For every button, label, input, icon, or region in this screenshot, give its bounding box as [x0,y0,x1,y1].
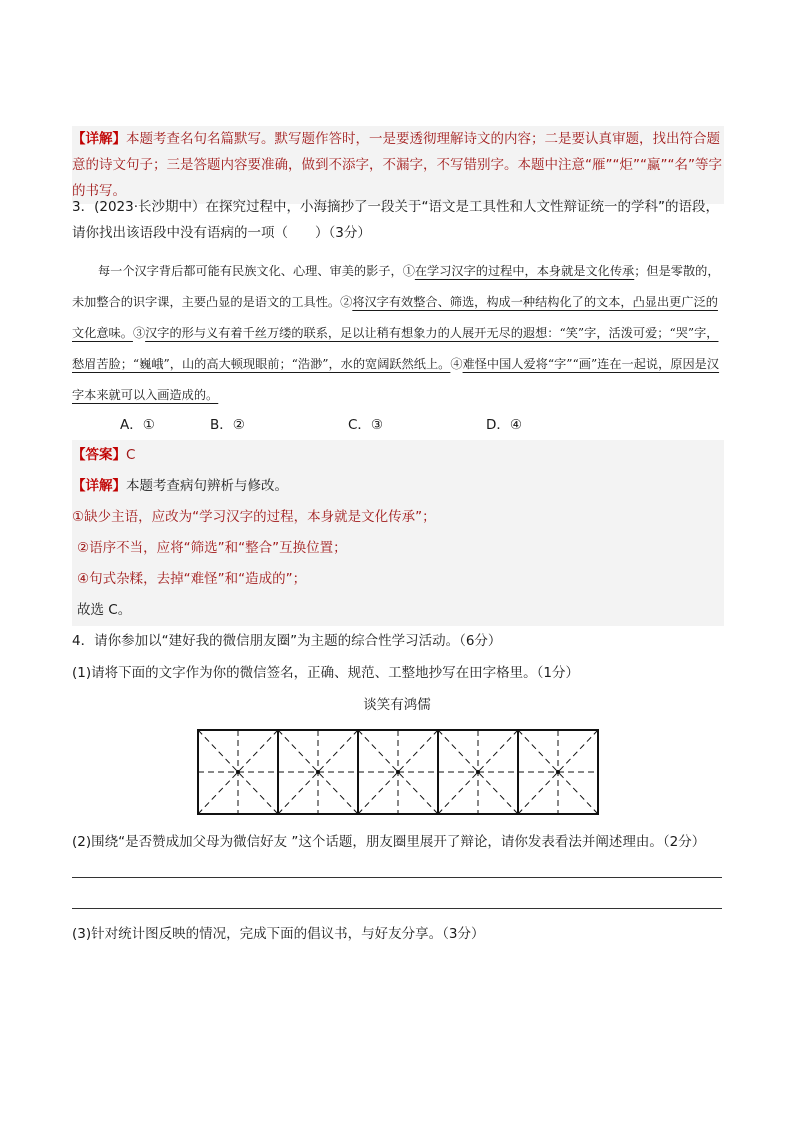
answer-block [72,440,724,626]
answer-line [72,440,724,471]
grid-cell-2[interactable] [278,730,358,814]
question-3-stem: 3．(2023·长沙期中）在探究过程中，小海摘抄了一段关于“语文是工具性和人文性辩证统一的学科”的语段，请你找出该语段中没有语病的一项（ ）（3分） [72,199,719,241]
explain-line-2: ②语序不当，应将“筛选”和“整合”互换位置； [77,540,347,556]
passage-sentence-2: 将汉字有效整合、筛选，构成一种结构化了的文本，凸显出更广泛的文化意味。 [72,295,718,340]
question-4-stem: 4．请你参加以“建好我的微信朋友圈”为主题的综合性学习活动。（6分） [72,633,502,649]
passage-sentence-1: 在学习汉字的过程中，本身就是文化传承 [414,264,635,278]
option-a[interactable]: A．① [120,417,155,433]
grid-cell-3[interactable] [358,730,438,814]
question-3-passage [72,256,724,411]
detail-text-2: 本题考查病句辨析与修改。 [126,478,288,494]
option-c[interactable]: C．③ [348,417,384,433]
grid-cell-4[interactable] [438,730,518,814]
passage-sentence-4: 难怪中国人爱将“字”“画”连在一起说，原因是汉字本来就可以入画造成的。 [72,357,720,402]
answer-line-1[interactable] [72,877,722,878]
passage-sentence-1b: ；但是零散的，未加整合的识字课，主要凸显的是语文的工具性。 [72,264,720,309]
passage-sentence-0: 每一个汉字背后都可能有民族文化、心理、审美的影子， [98,264,403,278]
detail-tag: 【详解】 [72,131,126,147]
detail-block-1 [72,126,724,204]
answer-value: C [126,447,136,463]
marker-3: ③ [132,326,146,340]
marker-1: ① [402,264,415,278]
passage-sentence-3: 汉字的形与义有着千丝万缕的联系，足以让稍有想象力的人展开无尽的遐想：“笑”字，活泼可爱；“哭”字，愁眉苦脸；“巍峨”，山的高大顿现眼前；“浩渺”，水的宽阔跃然纸上。 [72,326,719,371]
signature-text: 谈笑有鸿儒 [363,697,431,713]
grid-cell-5[interactable] [518,730,598,814]
explain-line-1: ①缺少主语，应改为“学习汉字的过程，本身就是文化传承”； [72,509,436,525]
explain-line-3: ④句式杂糅，去掉“难怪”和“造成的”； [77,571,307,587]
option-b[interactable]: B．② [210,417,245,433]
question-4-part-1: (1)请将下面的文字作为你的微信签名，正确、规范、工整地抄写在田字格里。（1分） [72,665,579,681]
detail-line [72,471,724,502]
marker-2: ② [340,295,353,309]
question-3-options [72,412,724,438]
answer-tag: 【答案】 [72,447,126,463]
question-4-part-2: (2)围绕“是否赞成加父母为微信好友 ”这个话题，朋友圈里展开了辩论，请你发表看法并阐述理由。（2分） [72,834,706,850]
explain-line-4: 故选 C。 [77,602,132,618]
detail-text: 本题考查名句名篇默写。默写题作答时，一是要透彻理解诗文的内容；二是要认真审题，找出符合题意的诗文句子；三是答题内容要准确，做到不添字，不漏字，不写错别字。本题中注意“雁”“炬”“赢”“名”等字的书写。 [72,131,722,199]
tianzige-grid[interactable] [197,729,599,815]
grid-cell-1[interactable] [198,730,278,814]
answer-line-2[interactable] [72,908,722,909]
question-4-part-3: (3)针对统计图反映的情况，完成下面的倡议书，与好友分享。（3分） [72,926,485,942]
detail-tag-2: 【详解】 [72,478,126,494]
marker-4: ④ [450,357,463,371]
option-d[interactable]: D．④ [486,417,522,433]
